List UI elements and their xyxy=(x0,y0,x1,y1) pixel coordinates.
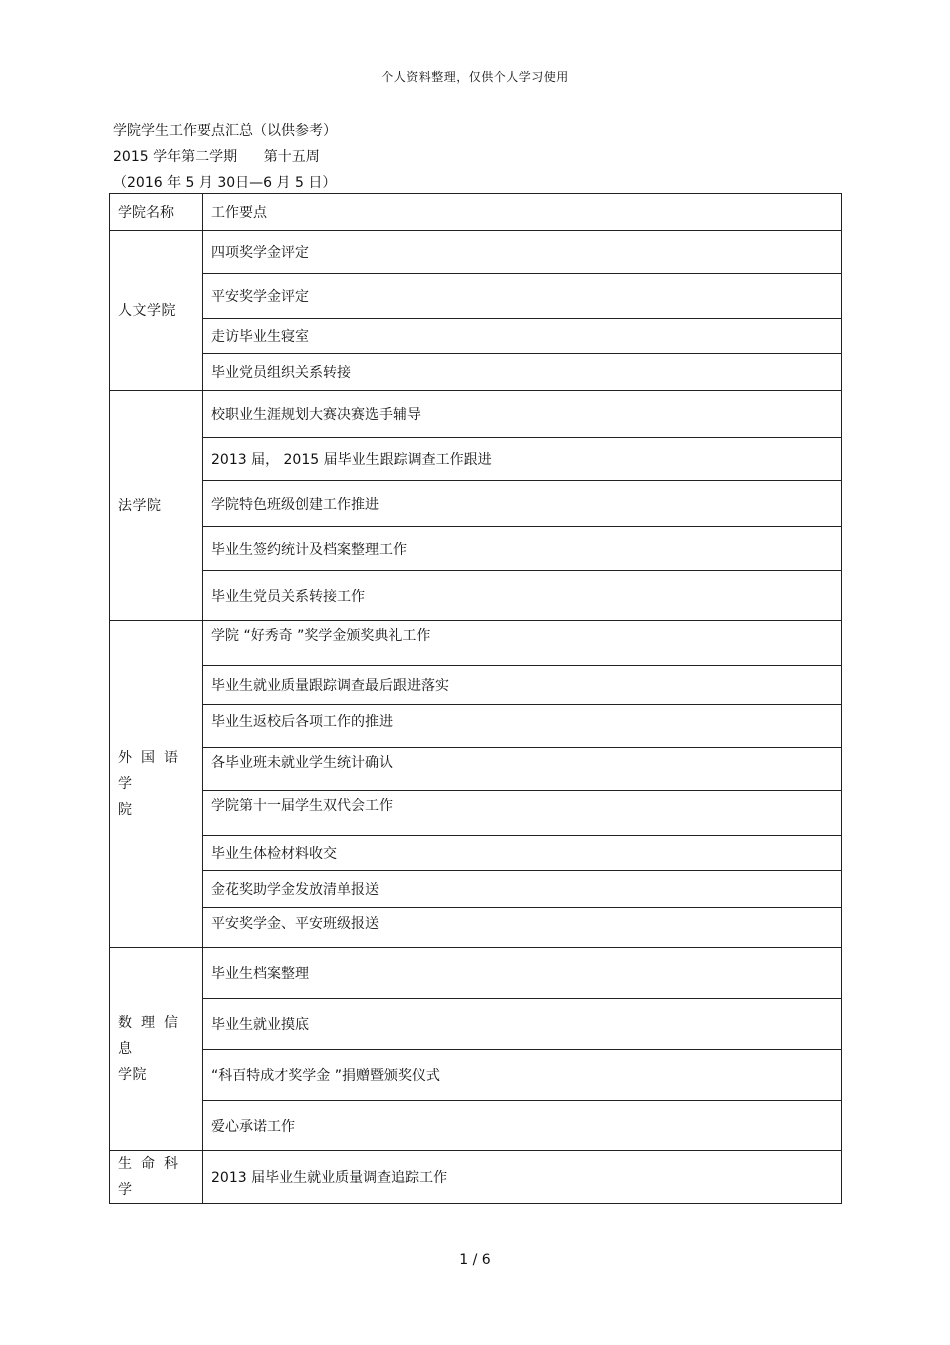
task-cell: 学院第十一届学生双代会工作 xyxy=(203,791,842,836)
date-range: （2016 年 5 月 30日—6 月 5 日） xyxy=(113,175,337,191)
college-name: 生命科学 xyxy=(118,1156,187,1198)
table-row xyxy=(110,1151,842,1204)
college-name-line2: 学院 xyxy=(118,1067,147,1083)
table-row xyxy=(110,391,842,438)
task-cell: 毕业生返校后各项工作的推进 xyxy=(203,705,842,748)
college-cell xyxy=(110,1151,203,1204)
task-cell: 毕业生就业摸底 xyxy=(203,999,842,1050)
table-header-row xyxy=(110,194,842,231)
table-row xyxy=(110,571,842,621)
task-cell: 2013 届毕业生就业质量调查追踪工作 xyxy=(203,1151,842,1204)
task-cell: 毕业生档案整理 xyxy=(203,948,842,999)
college-name-line2: 院 xyxy=(118,802,133,818)
table-row xyxy=(110,948,842,999)
table-row xyxy=(110,319,842,354)
table-row xyxy=(110,871,842,908)
table-row xyxy=(110,836,842,871)
college-name-line1: 数理信息 xyxy=(118,1015,187,1057)
page-number: 1 / 6 xyxy=(459,1252,491,1268)
college-name: 人文学院 xyxy=(118,302,176,319)
college-cell xyxy=(110,391,203,621)
task-cell: 四项奖学金评定 xyxy=(203,231,842,274)
task-cell: 平安奖学金评定 xyxy=(203,274,842,319)
table-row xyxy=(110,438,842,481)
work-points-table xyxy=(109,193,842,1204)
page-header: 个人资料整理，仅供个人学习使用 xyxy=(381,70,569,84)
table-row xyxy=(110,481,842,527)
task-cell: 平安奖学金、平安班级报送 xyxy=(203,908,842,948)
task-cell: 学院特色班级创建工作推进 xyxy=(203,481,842,527)
table-row xyxy=(110,748,842,791)
document-title-block xyxy=(113,118,337,196)
table-row xyxy=(110,527,842,571)
college-cell xyxy=(110,621,203,948)
table-row xyxy=(110,791,842,836)
task-cell: “科百特成才奖学金 ”捐赠暨颁奖仪式 xyxy=(203,1050,842,1101)
document-title: 学院学生工作要点汇总（以供参考） xyxy=(113,123,337,139)
task-cell: 学院 “好秀奇 ”奖学金颁奖典礼工作 xyxy=(203,621,842,666)
task-cell: 校职业生涯规划大赛决赛选手辅导 xyxy=(203,391,842,438)
task-cell: 毕业生党员关系转接工作 xyxy=(203,571,842,621)
task-cell: 走访毕业生寝室 xyxy=(203,319,842,354)
table-row xyxy=(110,1101,842,1151)
task-cell: 毕业生签约统计及档案整理工作 xyxy=(203,527,842,571)
college-name: 法学院 xyxy=(118,497,162,514)
table-row xyxy=(110,908,842,948)
semester-week: 2015 学年第二学期 第十五周 xyxy=(113,149,320,165)
table-row xyxy=(110,621,842,666)
table-row xyxy=(110,999,842,1050)
table-row xyxy=(110,666,842,705)
college-name-line1: 外国语学 xyxy=(118,750,187,792)
table-row xyxy=(110,274,842,319)
table-row xyxy=(110,705,842,748)
task-cell: 毕业生就业质量跟踪调查最后跟进落实 xyxy=(203,666,842,705)
task-cell: 金花奖助学金发放清单报送 xyxy=(203,871,842,908)
college-cell xyxy=(110,948,203,1151)
table-row xyxy=(110,1050,842,1101)
college-cell xyxy=(110,231,203,391)
table-row xyxy=(110,231,842,274)
task-cell: 毕业党员组织关系转接 xyxy=(203,354,842,391)
task-cell: 毕业生体检材料收交 xyxy=(203,836,842,871)
header-college-name: 学院名称 xyxy=(110,194,203,231)
table-row xyxy=(110,354,842,391)
task-cell: 各毕业班未就业学生统计确认 xyxy=(203,748,842,791)
task-cell: 爱心承诺工作 xyxy=(203,1101,842,1151)
task-cell: 2013 届， 2015 届毕业生跟踪调查工作跟进 xyxy=(203,438,842,481)
header-work-points: 工作要点 xyxy=(203,194,842,231)
